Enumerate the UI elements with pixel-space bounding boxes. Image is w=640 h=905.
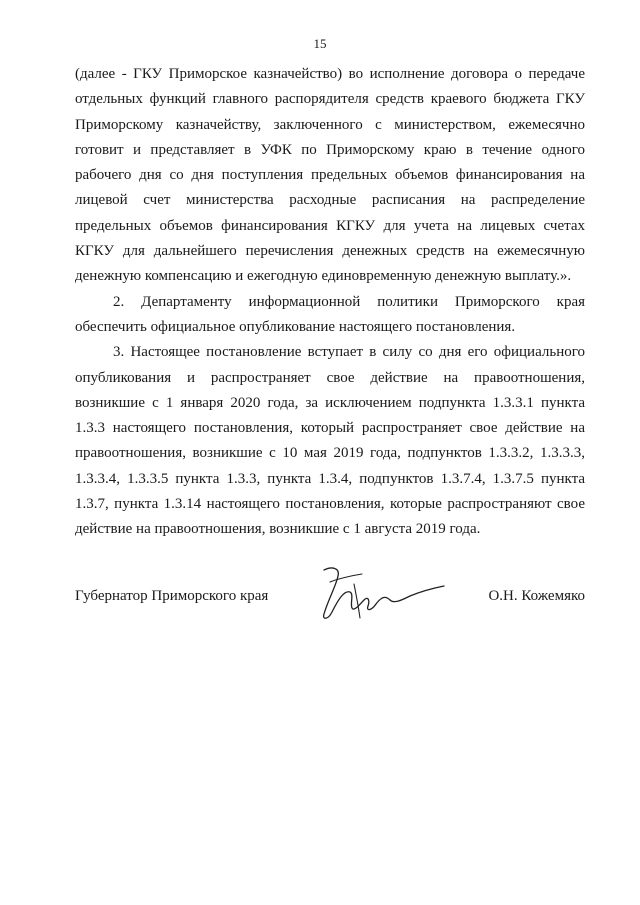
handwritten-signature-icon — [310, 560, 450, 630]
page-number: 15 — [313, 36, 327, 51]
signer-name: О.Н. Кожемяко — [488, 588, 585, 604]
signer-title: Губернатор Приморского края — [75, 588, 269, 604]
document-body — [75, 62, 585, 543]
paragraph-continuation: (далее - ГКУ Приморское казначейство) во исполнение договора о передаче отдельных функций главного распорядителя средств краевого бюджета ГКУ Приморскому казначейству, заключенного с министерством, ежемесячно готовит и представляет в УФК по Приморскому краю в течение одного рабочего дня со дня поступления предельных объемов финансирования на лицевой счет министерства расходные расписания на распределение предельных объемов финансирования КГКУ для учета на лицевых счетах КГКУ для дальнейшего перечисления денежных средств на ежемесячную денежную компенсацию и ежегодную единовременную денежную выплату.». — [75, 66, 585, 285]
paragraph-item-3: 3. Настоящее постановление вступает в силу со дня его официального опубликования и распространяет свое действие на правоотношения, возникшие с 1 января 2020 года, за исключением подпункта 1.3.3.1 пункта 1.3.3 настоящего постановления, который распространяет свое действие на правоотношения, возникшие с 10 мая 2019 года, подпунктов 1.3.3.2, 1.3.3.3, 1.3.3.4, 1.3.3.5 пункта 1.3.3, пункта 1.3.4, подпунктов 1.3.7.4, 1.3.7.5 пункта 1.3.7, пункта 1.3.14 настоящего постановления, которые распространяют свое действие на правоотношения, возникшие с 1 августа 2019 года. — [75, 344, 585, 538]
paragraph-item-2: 2. Департаменту информационной политики Приморского края обеспечить официальное опубликование настоящего постановления. — [75, 293, 585, 335]
signature-block — [75, 560, 585, 630]
